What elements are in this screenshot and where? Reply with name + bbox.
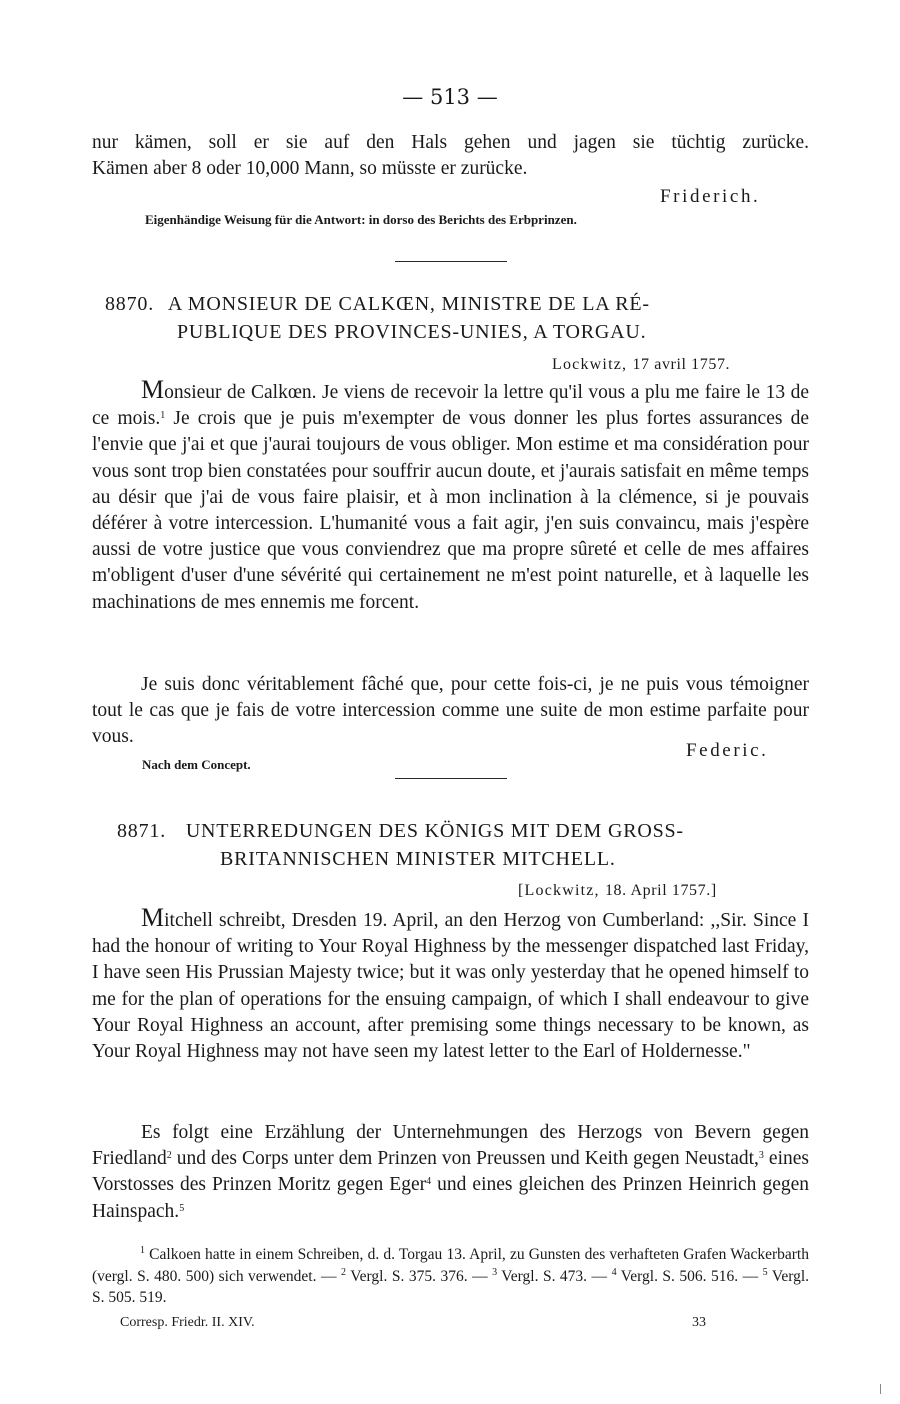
paragraph-text: onsieur de Calkœn. Je viens de recevoir la lettre qu'il vous a plu me faire le 13 de ce mois. xyxy=(92,382,809,430)
autograph-note: Eigenhändige Weisung für die Antwort: in dorso des Berichts des Erbprinzen. xyxy=(145,212,577,227)
section-divider xyxy=(395,261,507,262)
letter-8871-paragraph-1 xyxy=(92,903,809,1065)
paragraph-text-c: eines Vorstosses des Prinzen Moritz gegen Eger xyxy=(92,1148,809,1196)
footnote-ref-1: 1 xyxy=(160,410,166,422)
footer-series-title: Corresp. Friedr. II. XIV. xyxy=(120,1315,255,1330)
footnotes xyxy=(92,1244,809,1309)
letter-number: 8870. xyxy=(105,293,154,315)
signature-federic: Federic. xyxy=(686,740,769,761)
dateline-8870 xyxy=(552,356,730,374)
footer-signature-number: 33 xyxy=(692,1315,706,1330)
letter-heading-8871 xyxy=(117,817,684,846)
initial-letter: M xyxy=(141,903,165,932)
footnote-mark-1: 1 xyxy=(140,1245,145,1256)
paragraph-text-d: und eines gleichen des Prinzen Heinrich gegen Hainspach. xyxy=(92,1174,809,1222)
footnote-mark-4: 4 xyxy=(611,1266,617,1278)
dateline-place: [Lockwitz, xyxy=(518,882,600,899)
dateline-place: Lockwitz, xyxy=(552,356,628,373)
initial-letter: M xyxy=(141,375,165,404)
letter-number: 8871. xyxy=(117,820,166,842)
footnote-mark-5: 5 xyxy=(762,1266,768,1278)
footnote-ref-2: 2 xyxy=(166,1150,172,1162)
letter-heading-8870 xyxy=(105,290,650,319)
heading-line-2: PUBLIQUE DES PROVINCES-UNIES, A TORGAU. xyxy=(177,321,647,343)
footnote-2-text: Vergl. S. 375. 376. — xyxy=(345,1267,488,1285)
section-divider xyxy=(395,778,507,779)
footnote-mark-2: 2 xyxy=(340,1266,346,1278)
paragraph-text: itchell schreibt, Dresden 19. April, an den Herzog von Cumberland: ,,Sir. Since I had the honour of writing to Your Royal Highness by the messenger dispatched last Friday, I have seen His Prussian Majesty twice; but it was only yesterday that he opened himself to me for the plan of operations for the ensuing campaign, of which I shall endeavour to give Your Royal Highness an account, after premising some things necessary to be known, as Your Royal Highness may not have seen my latest letter to the Earl of Holdernesse." xyxy=(92,910,809,1063)
page-number-header: — 513 — xyxy=(402,85,498,109)
dateline-date: 18. April 1757.] xyxy=(604,882,717,899)
footnote-1-text: Calkoen hatte in einem Schreiben, d. d. Torgau 13. April, zu Gunsten des verhafteten Grafen Wackerbarth (vergl. S. 480. 500) sich verwendet. — xyxy=(92,1246,809,1285)
footnote-3-text: Vergl. S. 473. — xyxy=(497,1267,608,1285)
footnote-5-text: Vergl. S. 505. 519. xyxy=(92,1267,810,1306)
heading-line-2: BRITANNISCHEN MINISTER MITCHELL. xyxy=(220,848,616,870)
heading-line-1: A MONSIEUR DE CALKŒN, MINISTRE DE LA RÉ- xyxy=(167,293,650,315)
footnote-ref-5: 5 xyxy=(179,1202,185,1214)
heading-line-1: UNTERREDUNGEN DES KÖNIGS MIT DEM GROSS- xyxy=(185,820,684,842)
dateline-date: 17 avril 1757. xyxy=(632,356,731,373)
footnote-ref-3: 3 xyxy=(758,1150,764,1162)
letter-8870-paragraph-1 xyxy=(92,375,809,616)
paragraph-text-b: und des Corps unter dem Prinzen von Preussen und Keith gegen Neustadt, xyxy=(171,1148,759,1170)
dateline-8871 xyxy=(518,882,717,900)
letter-8871-paragraph-2 xyxy=(92,1120,809,1225)
continuation-line-2: Kämen aber 8 oder 10,000 Mann, so müsste er zurücke. xyxy=(92,158,528,180)
footnote-4-text: Vergl. S. 506. 516. — xyxy=(616,1267,759,1285)
continuation-line-1: nur kämen, soll er sie auf den Hals gehen und jagen sie tüchtig zurücke. xyxy=(92,132,809,153)
scan-mark xyxy=(880,1384,881,1394)
footnote-mark-3: 3 xyxy=(492,1266,498,1278)
footnote-ref-4: 4 xyxy=(426,1176,432,1188)
source-note: Nach dem Concept. xyxy=(142,757,251,772)
continuation-text xyxy=(92,130,809,182)
paragraph-text-cont: Je crois que je puis m'exempter de vous donner les plus fortes assurances de l'envie que j'ai et que j'aurai toujours de vous obliger. Mon estime et ma considération pour vous sont trop bien constatées pour souffrir aucun doute, et j'aurais satisfait en même temps au désir que j'ai de vous faire plaisir, et à mon inclination à la clémence, si je pouvais déférer à votre intercession. L'humanité vous a fait agir, j'en suis convaincu, mais j'espère aussi de votre justice que vous conviendrez que ma propre sûreté et celle de mes affaires m'obligent d'user d'une sévérité qui certainement ne m'est point naturelle, et à laquelle les machinations de mes ennemis me forcent. xyxy=(92,408,809,613)
letter-8870-paragraph-2: Je suis donc véritablement fâché que, pour cette fois-ci, je ne puis vous témoigner tout le cas que je fais de votre intercession comme une suite de mon estime parfaite pour vous. xyxy=(92,674,809,748)
paragraph-text-a: Es folgt eine Erzählung der Unternehmungen des Herzogs von Bevern gegen Friedland xyxy=(92,1122,809,1170)
signature-friderich: Friderich. xyxy=(660,186,761,207)
